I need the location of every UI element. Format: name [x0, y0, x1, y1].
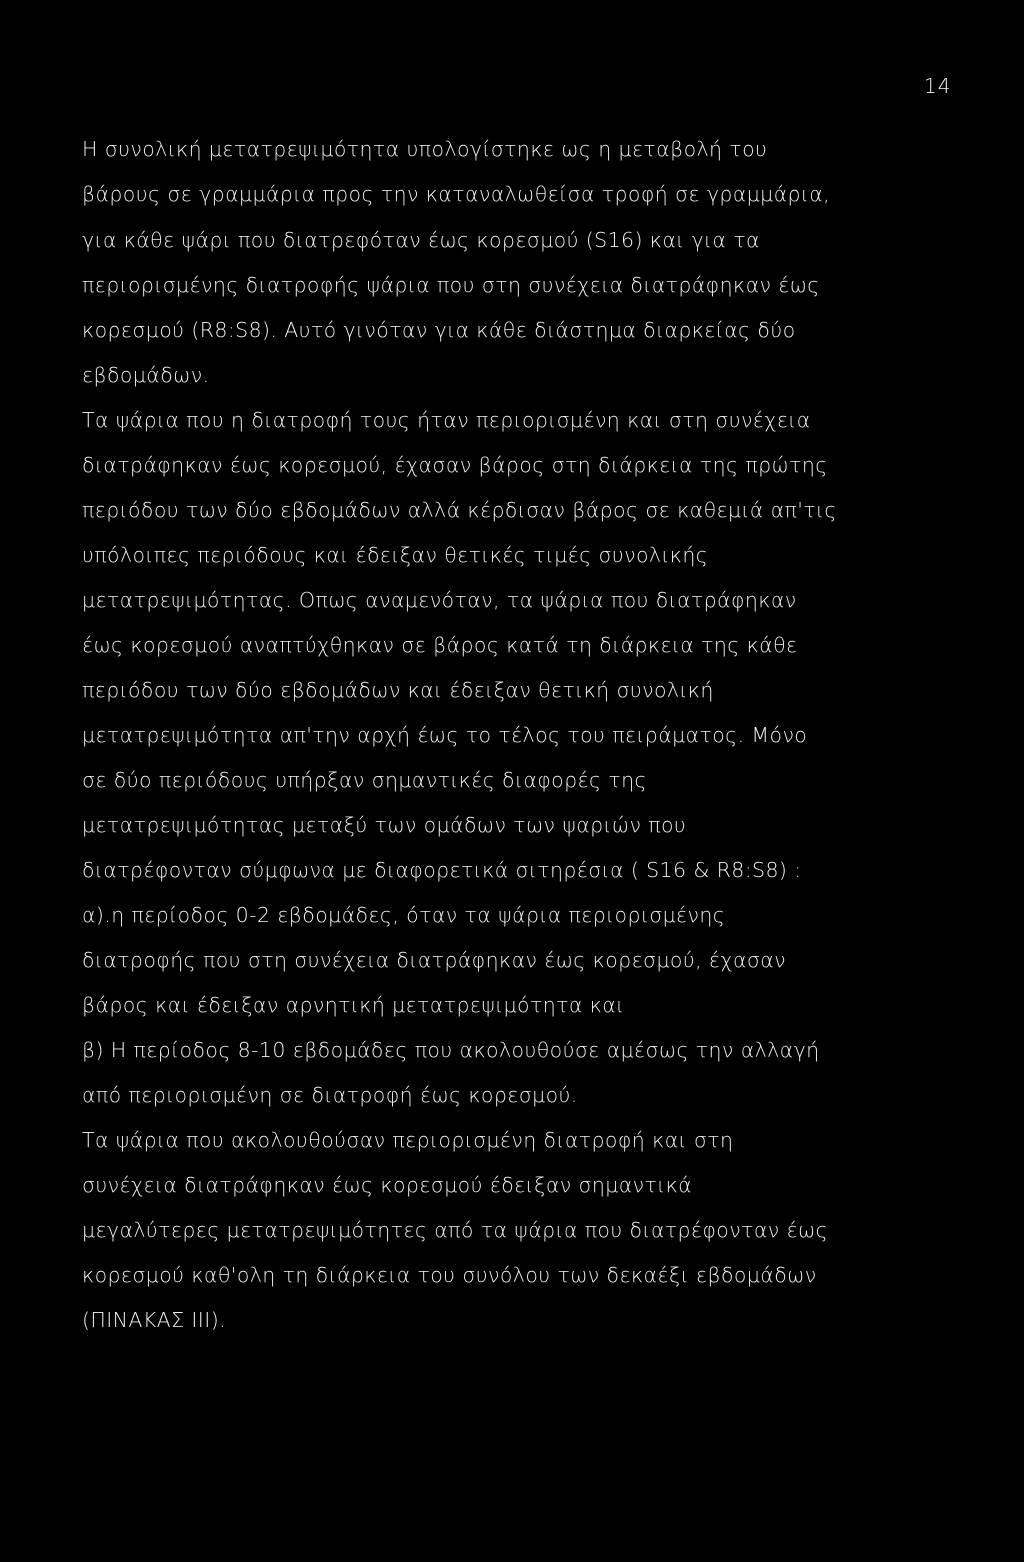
- text-line: συνέχεια διατράφηκαν έως κορεσμού έδειξαν σημαντικά: [82, 1173, 693, 1197]
- text-line: υπόλοιπες περιόδους και έδειξαν θετικές τιμές συνολικής: [82, 543, 709, 567]
- text-line: Η συνολική μετατρεψιμότητα υπολογίστηκε ως η μεταβολή του: [82, 137, 768, 161]
- text-line: μετατρεψιμότητας μεταξύ των ομάδων των ψαριών που: [82, 813, 687, 837]
- text-line: κορεσμού (R8:S8). Αυτό γινόταν για κάθε διάστημα διαρκείας δύο: [82, 318, 796, 342]
- text-line: διατροφής που στη συνέχεια διατράφηκαν έως κορεσμού, έχασαν: [82, 948, 787, 972]
- text-line: σε δύο περιόδους υπήρξαν σημαντικές διαφορές της: [82, 768, 647, 792]
- text-line: διατράφηκαν έως κορεσμού, έχασαν βάρος στη διάρκεια της πρώτης: [82, 453, 828, 477]
- page-number: 14: [924, 74, 952, 98]
- text-line: έως κορεσμού αναπτύχθηκαν σε βάρος κατά τη διάρκεια της κάθε: [82, 633, 798, 657]
- text-line: περιόδου των δύο εβδομάδων αλλά κέρδισαν βάρος σε καθεμιά απ'τις: [82, 498, 837, 522]
- text-line: μεγαλύτερες μετατρεψιμότητες από τα ψάρια που διατρέφονταν έως: [82, 1218, 829, 1242]
- text-line: α).η περίοδος 0-2 εβδομάδες, όταν τα ψάρια περιορισμένης: [82, 903, 726, 927]
- text-line: περιορισμένης διατροφής ψάρια που στη συνέχεια διατράφηκαν έως: [82, 273, 820, 297]
- text-line: β) Η περίοδος 8-10 εβδομάδες που ακολουθούσε αμέσως την αλλαγή: [82, 1038, 820, 1062]
- text-line: Τα ψάρια που η διατροφή τους ήταν περιορισμένη και στη συνέχεια: [82, 408, 811, 432]
- text-line: περιόδου των δύο εβδομάδων και έδειξαν θετική συνολική: [82, 678, 714, 702]
- text-line: για κάθε ψάρι που διατρεφόταν έως κορεσμού (S16) και για τα: [82, 228, 760, 252]
- text-line: μετατρεψιμότητα απ'την αρχή έως το τέλος του πειράματος. Μόνο: [82, 723, 808, 747]
- text-line: κορεσμού καθ'ολη τη διάρκεια του συνόλου των δεκαέξι εβδομάδων: [82, 1263, 817, 1287]
- text-line: βάρος και έδειξαν αρνητική μετατρεψιμότητα και: [82, 993, 625, 1017]
- text-line: βάρους σε γραμμάρια προς την καταναλωθείσα τροφή σε γραμμάρια,: [82, 182, 831, 206]
- text-line: διατρέφονταν σύμφωνα με διαφορετικά σιτηρέσια ( S16 & R8:S8) :: [82, 858, 802, 882]
- text-line: από περιορισμένη σε διατροφή έως κορεσμού.: [82, 1083, 578, 1107]
- text-line: εβδομάδων.: [82, 363, 210, 387]
- text-line: Τα ψάρια που ακολουθούσαν περιορισμένη διατροφή και στη: [82, 1128, 734, 1152]
- text-line: (ΠΙΝΑΚΑΣ ΙΙΙ).: [82, 1308, 227, 1332]
- text-line: μετατρεψιμότητας. Οπως αναμενόταν, τα ψάρια που διατράφηκαν: [82, 588, 797, 612]
